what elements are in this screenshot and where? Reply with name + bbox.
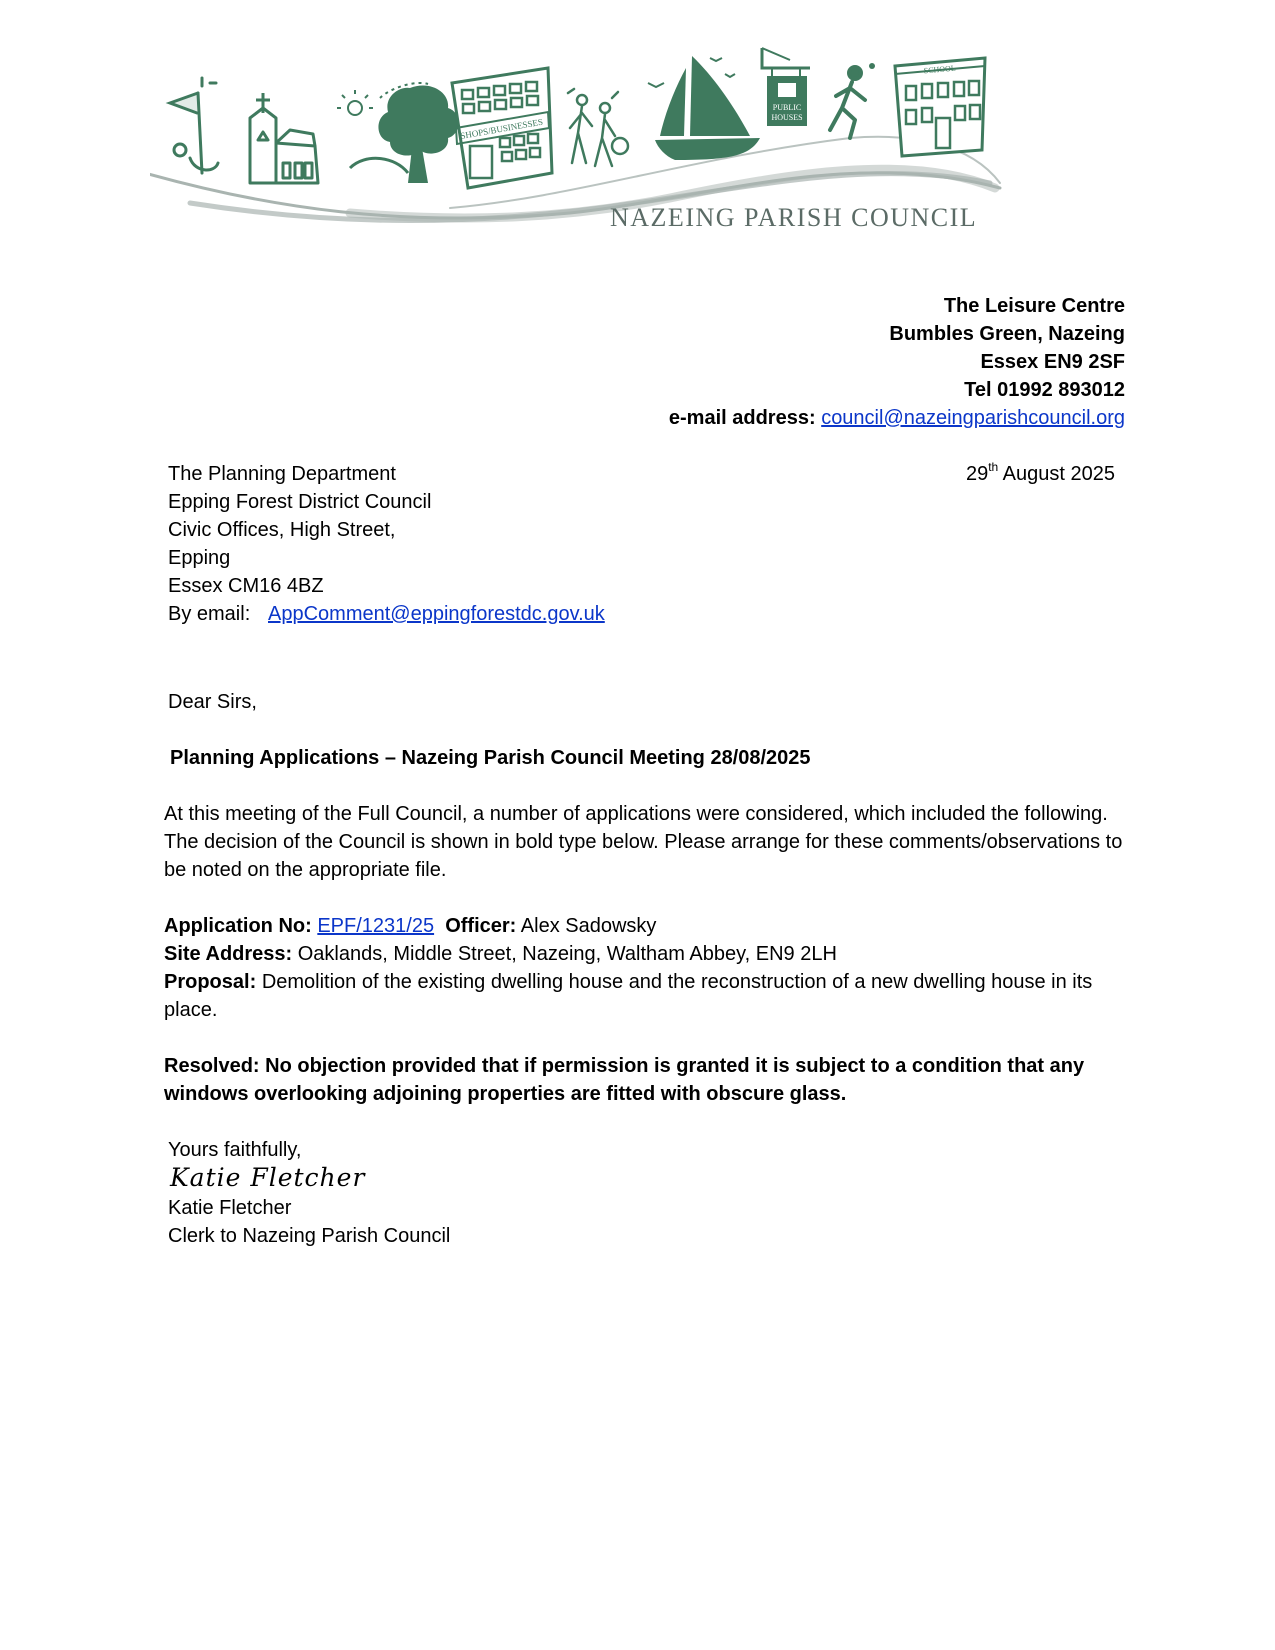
application-details bbox=[164, 912, 1124, 1024]
sender-line-2: Bumbles Green, Nazeing bbox=[889, 323, 1125, 345]
subject-heading: Planning Applications – Nazeing Parish Council Meeting 28/08/2025 bbox=[170, 747, 811, 769]
recipient-line-2: Epping Forest District Council bbox=[168, 491, 432, 513]
recipient-email-label: By email: bbox=[168, 603, 251, 625]
church-icon bbox=[250, 93, 318, 183]
signatory-title: Clerk to Nazeing Parish Council bbox=[168, 1225, 451, 1247]
school-building-icon bbox=[895, 58, 985, 156]
walkers-icon bbox=[568, 89, 628, 166]
recipient-line-4: Epping bbox=[168, 547, 231, 569]
date-rest: August 2025 bbox=[998, 463, 1115, 485]
recipient-email-row bbox=[168, 600, 605, 628]
signature: Katie Fletcher bbox=[170, 1163, 366, 1192]
pub-sign-line2: HOUSES bbox=[771, 113, 803, 122]
recipient-line-1: The Planning Department bbox=[168, 463, 396, 485]
recipient-address bbox=[168, 460, 605, 628]
proposal-row bbox=[164, 968, 1124, 1024]
signatory-name: Katie Fletcher bbox=[168, 1197, 292, 1219]
sign-off: Yours faithfully, bbox=[168, 1139, 302, 1161]
sender-line-1: The Leisure Centre bbox=[943, 295, 1125, 317]
proposal-label: Proposal: bbox=[164, 971, 257, 993]
proposal-text: Demolition of the existing dwelling house and the reconstruction of a new dwelling house in its place. bbox=[164, 971, 1093, 1021]
application-number-label: Application No: bbox=[164, 915, 312, 937]
date-day: 29 bbox=[965, 463, 989, 485]
application-number-row bbox=[164, 912, 1124, 940]
recipient-line-5: Essex CM16 4BZ bbox=[168, 575, 324, 597]
sailboat-icon bbox=[648, 56, 760, 160]
sender-tel: Tel 01992 893012 bbox=[964, 379, 1125, 401]
golf-flag-icon bbox=[170, 78, 218, 173]
site-address: Oaklands, Middle Street, Nazeing, Waltham Abbey, EN9 2LH bbox=[297, 943, 837, 965]
officer-name: Alex Sadowsky bbox=[520, 915, 657, 937]
sender-email-link[interactable]: council@nazeingparishcouncil.org bbox=[821, 407, 1125, 429]
runner-icon bbox=[830, 63, 875, 138]
sender-email-row bbox=[669, 404, 1125, 432]
recipient-line-3: Civic Offices, High Street, bbox=[168, 519, 396, 541]
sender-address bbox=[669, 292, 1125, 432]
intro-paragraph: At this meeting of the Full Council, a number of applications were considered, which included the following. The decision of the Council is shown in bold type below. Please arrange for these comments/observations to be noted on the appropriate file. bbox=[164, 803, 1123, 881]
resolution: Resolved: No objection provided that if permission is granted it is subject to a condition that any windows overlooking adjoining properties are fitted with obscure glass. bbox=[164, 1055, 1085, 1105]
council-name: NAZEING PARISH COUNCIL bbox=[610, 203, 978, 232]
sender-line-3: Essex EN9 2SF bbox=[980, 351, 1125, 373]
pub-sign-line1: PUBLIC bbox=[772, 103, 802, 112]
application-number-link[interactable]: EPF/1231/25 bbox=[317, 915, 435, 937]
closing bbox=[168, 1136, 450, 1250]
letterhead bbox=[150, 38, 1050, 243]
officer-label: Officer: bbox=[445, 915, 517, 937]
site-address-row bbox=[164, 940, 1124, 968]
recipient-email-link[interactable]: AppComment@eppingforestdc.gov.uk bbox=[268, 603, 605, 625]
shops-building-icon bbox=[452, 68, 552, 188]
site-address-label: Site Address: bbox=[164, 943, 293, 965]
pub-sign-icon bbox=[762, 48, 810, 126]
shops-sign-text: SHOPS/BUSINESSES bbox=[459, 116, 544, 141]
greeting: Dear Sirs, bbox=[168, 691, 257, 713]
sender-email-label: e-mail address: bbox=[668, 407, 816, 429]
date-suffix: th bbox=[988, 460, 999, 474]
tree-icon bbox=[337, 83, 459, 183]
school-sign-text: SCHOOL bbox=[923, 63, 957, 76]
letter-date bbox=[966, 460, 1115, 488]
